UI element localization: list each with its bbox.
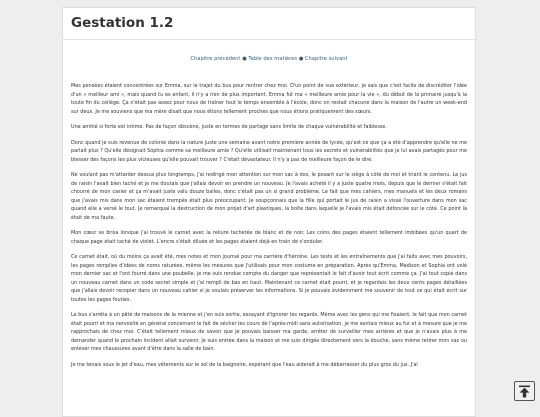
chapter-page	[62, 7, 476, 417]
paragraph: Ne voulant pas m'attarder dessus plus longtemps, j'ai redirigé mon attention sur mon sac à dos, le posant sur le siège à côté de moi et triant le contenu. Le jus de raisin l'avait bien taché et je me doutais que j'allais devoir en prendre un nouveau. Je l'avais acheté il y a juste quatre mois, depuis que le dernier s'était fait chourré de mon casier et ça m'avait juste valu douze balles, donc c'était pas un si grand problème. Le fait que mes cahiers, mes manuels et les deux romans que j'avais mis dans mon sac étaient trempés était plus préoccupant. Je soupçonnais que la fille qui portait le jus de raisin a vissé l'ouverture dans mon sac quand elle a versé le tout. Je remarquai la destruction de mon projet d'art plastiques, la boîte dans laquelle je l'avais mis était défoncée sur le côté. Ce point là était de ma faute.	[71, 172, 467, 221]
arrow-up-icon	[518, 385, 531, 398]
paragraph: Une amitié si forte est intime. Pas de façon obscène, juste en termes de partage sans limite de chaque vulnérabilité et faiblesse.	[71, 124, 387, 130]
next-chapter-link[interactable]: Chapitre suivant	[304, 56, 348, 62]
chapter-navigation	[71, 55, 467, 63]
paragraph: Le bus s'arrêta à un pâté de maisons de la mienne et j'en suis sortie, essayant d'ignorer les regards. Même avec les gens qui me fixaient, le fait que mon carnet était pourri et ma nervosité en général concernant le fait de sécher les cours de l'après-midi sans autorisation, je me sentais mieux au fur et à mesure que je me rapprochais de chez moi. C'était tellement mieux de savoir que je pouvais baisser ma garde, arrêter de surveiller mes arrières et que je n'avais plus à me demander quand le prochain incident allait survenir. Je suis entrée dans la maison et me suis dirigée directement vers la douche, sans même retirer mon sac ou enlever mes chaussures avant d'être dans la salle de bain.	[71, 312, 467, 352]
page-title: Gestation 1.2	[71, 15, 174, 31]
paragraph: Mon cœur se brisa lorsque j'ai trouvé le carnet avec la reliure tachetée de blanc et de noir. Les coins des pages étaient tellement imbibées qu'un quart de chaque page était taché de violet. L'encre s'était diluée et les pages étaient déjà en train de s'onduler.	[71, 230, 467, 245]
nav-separator: ●	[298, 56, 304, 62]
title-divider	[63, 39, 475, 40]
paragraph: Je me tenais sous le jet d'eau, mes vêtements sur le sol de la baignoire, espérant que l'eau aiderait à me débarrasser du plus gros du jus. J'ai	[71, 361, 418, 368]
nav-separator: ●	[242, 56, 247, 62]
paragraph: Donc quand je suis revenue de colonie dans la nature juste une semaine avant notre première année de lycée, qu'est-ce que ça a été d'apprendre qu'elle ne me parlait plus ? Qu'elle désignait Sophia comme sa meilleure amie ? Qu'elle utilisait maintenant tous les secrets et vulnérabilités que je lui avais partagés pour me blesser des façons les plus vicieuses qu'elle pouvait trouver ? C'était dévastateur. Il n'y a pas de meilleure façon de le dire.	[71, 139, 467, 163]
table-of-contents-link[interactable]: Table des matières	[248, 56, 298, 62]
paragraph: Mes pensées étaient concentrées sur Emma, sur le trajet du bus pour rentrer chez moi. D'un point de vue extérieur, je sais que c'est facile de discréditer l'idée d'un « meilleur ami », mais quand tu es enfant, il n'y a rien de plus important. Emma fut ma « meilleure amie pour la vie », du début de la primaire jusqu'à la toute fin du collège. Ça n'était pas assez pour nous de traîner tout le temps ensemble à l'école, donc on restait chacune dans la maison de l'autre un week-end sur deux. Je me souviens que ma mère disait que nous étions tellement proches que nous étions pratiquement des sœurs.	[71, 83, 467, 115]
previous-chapter-link[interactable]: Chapitre précédent	[190, 56, 241, 62]
paragraph: Ce carnet était, où du moins ça avait été, mes notes et mon journal pour ma carrière d'héroïne. Les tests et les entraînements que j'ai faits avec mes pouvoirs, les pages remplies d'idées de noms raturées, même les mesures que j'utilisais pour mon costume en préparation. Après qu'Emma, Madison et Sophia ont volé mon dernier sac et l'ont fourré dans une poubelle, je me suis rendue compte du danger que représentait le fait d'avoir tout écrit comme ça. J'ai tout copié dans un nouveau carnet dans un code secret simple et j'ai rempli de bas en haut. Maintenant ce carnet était pourri, et je regardais les deux cents pages détaillées que j'allais devoir recopier dans un nouveau cahier si je voulais préserver les informations. Si je pouvais évidemment me souvenir de tout ce qui était écrit sur toutes les pages fouties.	[71, 254, 467, 303]
chapter-content	[71, 82, 467, 369]
back-to-top-button[interactable]	[514, 381, 535, 401]
